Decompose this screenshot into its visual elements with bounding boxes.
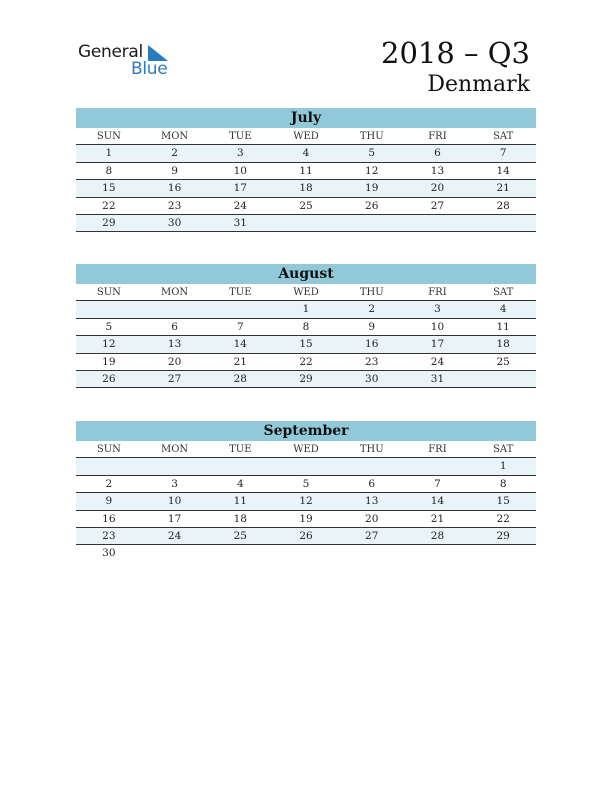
month-title: July — [76, 108, 536, 128]
day-cell: 9 — [105, 495, 113, 508]
day-cell: 11 — [496, 320, 510, 333]
day-cell — [405, 458, 471, 474]
day-cell: 14 — [496, 164, 510, 177]
month-july — [76, 108, 536, 232]
logo-text-blue: Blue — [131, 59, 168, 79]
day-cell: 16 — [365, 338, 379, 351]
day-cell: 13 — [167, 338, 182, 351]
day-cell — [339, 215, 405, 231]
week-row — [76, 371, 536, 388]
day-cell: 27 — [430, 199, 445, 212]
day-cell: 20 — [167, 355, 182, 368]
day-cell — [405, 545, 471, 562]
day-cell: 14 — [430, 495, 445, 508]
day-cell: 10 — [167, 495, 182, 508]
day-cell: 30 — [102, 547, 116, 560]
day-cell — [273, 545, 339, 562]
country-name: Denmark — [427, 72, 530, 97]
day-cell: 30 — [167, 216, 182, 229]
month-august — [76, 264, 536, 388]
week-row — [76, 528, 536, 545]
day-cell: 17 — [430, 338, 445, 351]
week-row — [76, 336, 536, 353]
day-cell: 20 — [365, 512, 379, 525]
day-cell — [76, 458, 142, 474]
day-cell — [273, 458, 339, 474]
day-cell: 6 — [368, 477, 376, 490]
day-cell: 19 — [299, 512, 313, 525]
day-cell: 2 — [368, 303, 376, 316]
weekday-label: SUN — [96, 131, 121, 142]
day-cell — [470, 215, 536, 231]
day-cell: 5 — [105, 320, 113, 333]
day-cell: 20 — [430, 182, 445, 195]
weekday-label: WED — [293, 131, 319, 142]
day-cell: 3 — [434, 303, 441, 316]
day-cell: 29 — [496, 529, 510, 542]
day-cell: 5 — [302, 477, 310, 490]
weekday-label: FRI — [428, 444, 447, 455]
day-cell: 13 — [365, 495, 379, 508]
day-cell: 21 — [496, 182, 510, 195]
weekday-header-row — [76, 441, 536, 458]
weekday-label: SAT — [493, 444, 514, 455]
day-cell: 18 — [233, 512, 247, 525]
day-cell: 2 — [171, 147, 178, 160]
day-cell: 15 — [102, 182, 116, 195]
day-cell: 10 — [430, 320, 445, 333]
month-september — [76, 421, 536, 563]
day-cell: 27 — [167, 372, 182, 385]
week-row — [76, 301, 536, 318]
day-cell: 8 — [499, 477, 507, 490]
day-cell: 8 — [105, 164, 113, 177]
day-cell: 9 — [368, 320, 376, 333]
day-cell: 23 — [102, 529, 116, 542]
weekday-label: MON — [160, 287, 189, 298]
day-cell: 29 — [102, 216, 116, 229]
day-cell: 19 — [102, 355, 116, 368]
day-cell: 12 — [102, 338, 116, 351]
day-cell: 3 — [236, 147, 244, 160]
day-cell: 28 — [496, 199, 510, 212]
weekday-label: SUN — [96, 444, 121, 455]
day-cell — [142, 458, 208, 474]
day-cell: 25 — [299, 199, 313, 212]
day-cell: 6 — [171, 320, 178, 333]
week-row — [76, 493, 536, 510]
week-row — [76, 354, 536, 371]
day-cell — [470, 545, 536, 562]
day-cell: 11 — [299, 164, 313, 177]
week-row — [76, 180, 536, 197]
day-cell: 26 — [299, 529, 313, 542]
week-row — [76, 145, 536, 162]
day-cell: 8 — [302, 320, 310, 333]
day-cell: 4 — [236, 477, 244, 490]
day-cell: 3 — [171, 477, 178, 490]
week-row — [76, 319, 536, 336]
logo-text-general: General — [78, 42, 143, 62]
day-cell: 15 — [496, 495, 510, 508]
weekday-label: TUE — [229, 287, 252, 298]
day-cell: 25 — [233, 529, 247, 542]
weekday-header-row — [76, 284, 536, 301]
day-cell: 22 — [102, 199, 116, 212]
day-cell: 4 — [499, 303, 507, 316]
day-cell — [405, 215, 471, 231]
day-cell — [207, 545, 273, 562]
day-cell: 23 — [365, 355, 379, 368]
weekday-label: WED — [293, 287, 319, 298]
weekday-label: MON — [160, 444, 189, 455]
weekday-label: SUN — [96, 287, 121, 298]
weekday-header-row — [76, 128, 536, 145]
day-cell: 7 — [499, 147, 507, 160]
day-cell: 5 — [368, 147, 376, 160]
page-title: 2018 – Q3 — [381, 36, 530, 70]
week-row — [76, 163, 536, 180]
day-cell: 1 — [302, 303, 310, 316]
day-cell — [207, 458, 273, 474]
day-cell — [142, 301, 208, 317]
day-cell: 1 — [499, 460, 507, 473]
day-cell: 24 — [233, 199, 247, 212]
day-cell — [207, 301, 273, 317]
month-title: August — [76, 264, 536, 284]
week-row — [76, 215, 536, 232]
day-cell: 31 — [233, 216, 247, 229]
day-cell: 6 — [434, 147, 441, 160]
weekday-label: SAT — [493, 131, 514, 142]
day-cell: 30 — [365, 372, 379, 385]
day-cell — [142, 545, 208, 562]
logo — [78, 42, 178, 82]
weekday-label: THU — [359, 444, 384, 455]
day-cell: 29 — [299, 372, 313, 385]
day-cell — [339, 545, 405, 562]
day-cell: 26 — [365, 199, 379, 212]
weekday-label: FRI — [428, 131, 447, 142]
day-cell: 24 — [430, 355, 445, 368]
weekday-label: THU — [359, 131, 384, 142]
day-cell: 15 — [299, 338, 313, 351]
day-cell: 14 — [233, 338, 247, 351]
weekday-label: TUE — [229, 131, 252, 142]
month-title: September — [76, 421, 536, 441]
day-cell: 11 — [233, 495, 247, 508]
day-cell: 10 — [233, 164, 247, 177]
day-cell: 25 — [496, 355, 510, 368]
day-cell: 18 — [496, 338, 510, 351]
week-row — [76, 511, 536, 528]
day-cell: 18 — [299, 182, 313, 195]
day-cell: 9 — [171, 164, 178, 177]
day-cell: 24 — [167, 529, 182, 542]
day-cell: 1 — [105, 147, 113, 160]
day-cell: 2 — [105, 477, 113, 490]
week-row — [76, 545, 536, 562]
weekday-label: TUE — [229, 444, 252, 455]
day-cell: 16 — [167, 182, 182, 195]
weekday-label: WED — [293, 444, 319, 455]
day-cell: 4 — [302, 147, 310, 160]
day-cell: 31 — [430, 372, 445, 385]
day-cell: 26 — [102, 372, 116, 385]
day-cell — [470, 371, 536, 387]
day-cell: 7 — [434, 477, 441, 490]
day-cell: 7 — [236, 320, 244, 333]
day-cell: 28 — [233, 372, 247, 385]
day-cell — [339, 458, 405, 474]
day-cell: 12 — [365, 164, 379, 177]
week-row — [76, 198, 536, 215]
day-cell: 19 — [365, 182, 379, 195]
day-cell: 16 — [102, 512, 116, 525]
day-cell — [273, 215, 339, 231]
day-cell — [76, 301, 142, 317]
weekday-label: FRI — [428, 287, 447, 298]
day-cell: 21 — [233, 355, 247, 368]
day-cell: 13 — [430, 164, 445, 177]
day-cell: 22 — [299, 355, 313, 368]
day-cell: 22 — [496, 512, 510, 525]
day-cell: 27 — [365, 529, 379, 542]
day-cell: 28 — [430, 529, 445, 542]
weekday-label: THU — [359, 287, 384, 298]
weekday-label: SAT — [493, 287, 514, 298]
day-cell: 21 — [430, 512, 445, 525]
day-cell: 17 — [233, 182, 247, 195]
day-cell: 12 — [299, 495, 313, 508]
day-cell: 23 — [167, 199, 182, 212]
week-row — [76, 458, 536, 475]
weekday-label: MON — [160, 131, 189, 142]
week-row — [76, 476, 536, 493]
day-cell: 17 — [167, 512, 182, 525]
